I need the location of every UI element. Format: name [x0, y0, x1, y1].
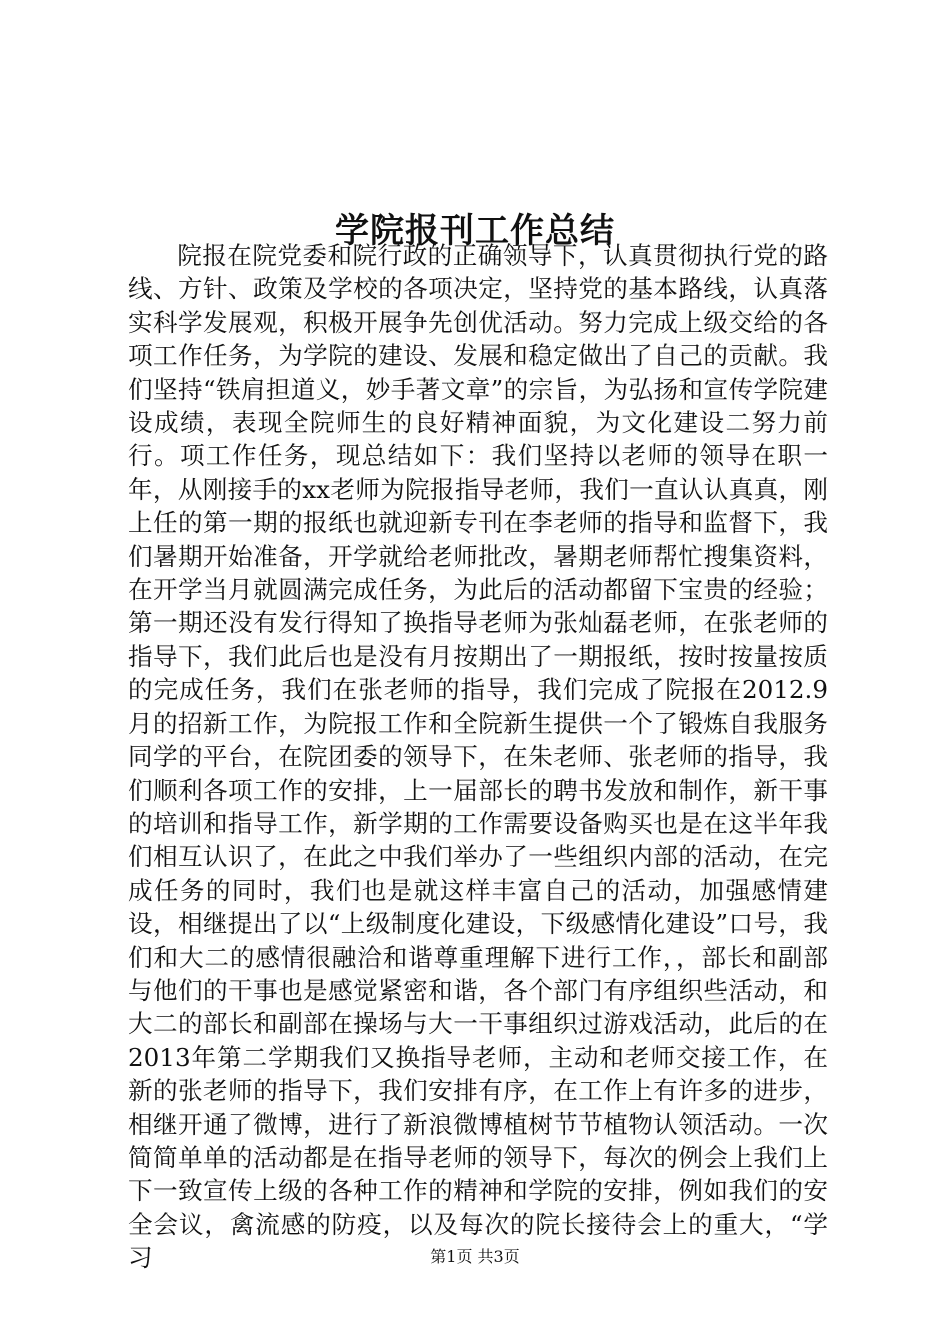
body-paragraph: 院报在院党委和院行政的正确领导下，认真贯彻执行党的路线、方针、政策及学校的各项决定，坚持党的基本路线，认真落实科学发展观，积极开展争先创优活动。努力完成上级交给的各项工作任务，为学院的建设、发展和稳定做出了自己的贡献。我们坚持“铁肩担道义，妙手著文章”的宗旨，为弘扬和宣传学院建设成绩，表现全院师生的良好精神面貌，为文化建设二努力前行。项工作任务，现总结如下：我们坚持以老师的领导在职一年，从刚接手的xx老师为院报指导老师，我们一直认认真真，刚上任的第一期的报纸也就迎新专刊在李老师的指导和监督下，我们暑期开始准备，开学就给老师批改，暑期老师帮忙搜集资料，在开学当月就圆满完成任务，为此后的活动都留下宝贵的经验；第一期还没有发行得知了换指导老师为张灿磊老师，在张老师的指导下，我们此后也是没有月按期出了一期报纸，按时按量按质的完成任务，我们在张老师的指导，我们完成了院报在2012.9月的招新工作，为院报工作和全院新生提供一个了锻炼自我服务同学的平台，在院团委的领导下，在朱老师、张老师的指导，我们顺利各项工作的安排，上一届部长的聘书发放和制作，新干事的培训和指导工作，新学期的工作需要设备购买也是在这半年我们相互认识了，在此之中我们举办了一些组织内部的活动，在完成任务的同时，我们也是就这样丰富自己的活动，加强感情建设，相继提出了以“上级制度化建设，下级感情化建设”口号，我们和大二的感情很融洽和谐尊重理解下进行工作，，部长和副部与他们的干事也是感觉紧密和谐，各个部门有序组织些活动，和大二的部长和副部在操场与大一干事组织过游戏活动，此后的在2013年第二学期我们又换指导老师，主动和老师交接工作，在新的张老师的指导下，我们安排有序，在工作上有许多的进步，相继开通了微博，进行了新浪微博植树节节植物认领活动。一次简简单单的活动都是在指导老师的领导下，每次的例会上我们上下一致宣传上级的各种工作的精神和学院的安排，例如我们的安全会议，禽流感的防疫，以及每次的院长接待会上的重大，“学习 [128, 241, 828, 1273]
page-footer: 第1页 共3页 [430, 1247, 520, 1266]
document-title: 学院报刊工作总结 [335, 210, 615, 251]
